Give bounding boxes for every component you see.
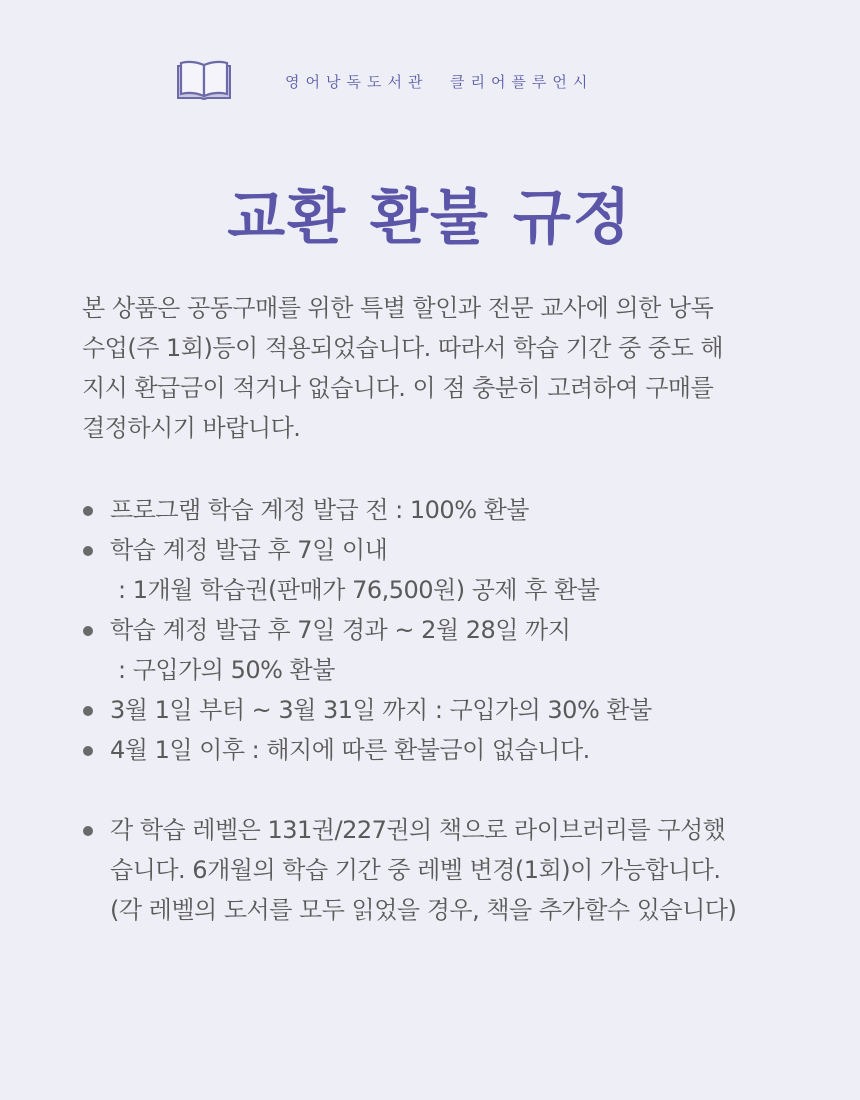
rule-subtext: : 1개월 학습권(판매가 76,500원) 공제 후 환불 (118, 576, 600, 604)
notes-line: (각 레벨의 도서를 모두 읽었을 경우, 책을 추가할수 있습니다) (110, 896, 737, 924)
list-item-notes (82, 810, 802, 930)
refund-rules-list (82, 490, 802, 930)
intro-line: 지시 환급금이 적거나 없습니다. 이 점 충분히 고려하여 구매를 (82, 374, 714, 402)
intro-line: 수업(주 1회)등이 적용되었습니다. 따라서 학습 기간 중 중도 해 (82, 334, 724, 362)
rule-subtext: : 구입가의 50% 환불 (118, 656, 335, 684)
header (175, 58, 593, 104)
intro-paragraph (82, 288, 782, 448)
notes-line: 각 학습 레벨은 131권/227권의 책으로 라이브러리를 구성했 (110, 816, 726, 844)
rule-text: 학습 계정 발급 후 7일 경과 ~ 2월 28일 까지 (110, 616, 571, 644)
list-item (82, 530, 802, 610)
rule-text: 4월 1일 이후 : 해지에 따른 환불금이 없습니다. (110, 736, 590, 764)
list-item (82, 690, 802, 730)
intro-line: 결정하시기 바랍니다. (82, 414, 301, 442)
list-item (82, 610, 802, 690)
notes-line: 습니다. 6개월의 학습 기간 중 레벨 변경(1회)이 가능합니다. (110, 856, 721, 884)
list-item (82, 490, 802, 530)
rule-text: 학습 계정 발급 후 7일 이내 (110, 536, 388, 564)
page-title: 교환 환불 규정 (227, 183, 633, 253)
rule-text: 프로그램 학습 계정 발급 전 : 100% 환불 (110, 496, 529, 524)
brand-name: 영어낭독도서관 클리어플루언시 (285, 72, 594, 91)
open-book-icon (175, 58, 233, 104)
rule-text: 3월 1일 부터 ~ 3월 31일 까지 : 구입가의 30% 환불 (110, 696, 652, 724)
intro-line: 본 상품은 공동구매를 위한 특별 할인과 전문 교사에 의한 낭독 (82, 294, 714, 322)
list-item (82, 730, 802, 770)
